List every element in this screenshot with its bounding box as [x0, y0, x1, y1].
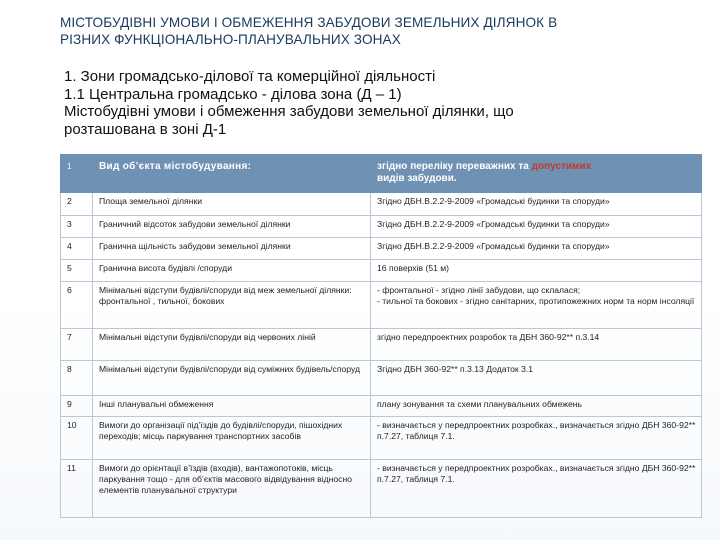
- heading-line: Містобудівні умови і обмеження забудови земельної ділянки, що: [64, 103, 514, 120]
- row-value: [371, 282, 702, 329]
- header-requirement-text: згідно переліку переважних та: [377, 161, 532, 172]
- title-line: МІСТОБУДІВНІ УМОВИ І ОБМЕЖЕННЯ ЗАБУДОВИ ЗЕМЕЛЬНИХ ДІЛЯНОК В: [60, 15, 558, 30]
- table-row: [61, 417, 702, 460]
- row-value-line: - фронтальної - згідно лінії забудови, що склалася;: [377, 285, 581, 295]
- row-num: 11: [61, 460, 93, 518]
- table-row: [61, 282, 702, 329]
- row-name: Гранична висота будівлі /споруди: [93, 260, 371, 282]
- row-name: Мінімальні відступи будівлі/споруди від суміжних будівель/споруд: [93, 361, 371, 396]
- row-name: Вимоги до орієнтації в’їздів (входів), вантажопотоків, місць паркування тощо - для об’єктів масового відвідування відносно елементів планувальної структури: [93, 460, 371, 518]
- slide-title: [60, 14, 700, 48]
- header-requirement-cell: [371, 155, 702, 193]
- row-num: 5: [61, 260, 93, 282]
- header-object-cell: Вид об’єкта містобудування:: [93, 155, 371, 193]
- row-num: 4: [61, 238, 93, 260]
- header-requirement-accent: допустимих: [531, 161, 592, 172]
- table-row: [61, 361, 702, 396]
- table-row: [61, 260, 702, 282]
- table-header-row: [61, 155, 702, 193]
- row-name: Площа земельної ділянки: [93, 193, 371, 216]
- row-value: - визначається у передпроектних розробках., визначається згідно ДБН 360-92** п.7.27, таблиця 7.1.: [371, 417, 702, 460]
- table-row: [61, 193, 702, 216]
- table-row: [61, 216, 702, 238]
- row-name: Мінімальні відступи будівлі/споруди від червоних ліній: [93, 329, 371, 361]
- row-value: 16 поверхів (51 м): [371, 260, 702, 282]
- row-num: 7: [61, 329, 93, 361]
- row-value: плану зонування та схеми планувальних обмежень: [371, 396, 702, 417]
- row-name: Гранична щільність забудови земельної ділянки: [93, 238, 371, 260]
- header-requirement-line2: видів забудови.: [377, 173, 457, 184]
- header-num-cell: 1: [61, 155, 93, 193]
- row-value: Згідно ДБН.В.2.2-9-2009 «Громадські будинки та споруди»: [371, 216, 702, 238]
- row-value: Згідно ДБН 360-92** п.3.13 Додаток 3.1: [371, 361, 702, 396]
- row-num: 2: [61, 193, 93, 216]
- heading-line: 1.1 Центральна громадсько - ділова зона (Д – 1): [64, 85, 402, 103]
- row-value: Згідно ДБН.В.2.2-9-2009 «Громадські будинки та споруди»: [371, 193, 702, 216]
- table-row: [61, 238, 702, 260]
- title-line: РІЗНИХ ФУНКЦІОНАЛЬНО-ПЛАНУВАЛЬНИХ ЗОНАХ: [60, 32, 401, 47]
- row-value: згідно передпроектних розробок та ДБН 360-92** п.3.14: [371, 329, 702, 361]
- row-num: 8: [61, 361, 93, 396]
- row-name: Мінімальні відступи будівлі/споруди від меж земельної ділянки: фронтальної , тильної, бокових: [93, 282, 371, 329]
- row-value: - визначається у передпроектних розробках., визначається згідно ДБН 360-92** п.7.27, таблиця 7.1.: [371, 460, 702, 518]
- row-num: 9: [61, 396, 93, 417]
- row-num: 6: [61, 282, 93, 329]
- row-name: Граничний відсоток забудови земельної ділянки: [93, 216, 371, 238]
- table-row: [61, 460, 702, 518]
- row-name: Вимоги до організації під’їздів до будівлі/споруди, пішохідних переходів; місць паркування транспортних засобів: [93, 417, 371, 460]
- heading-line: 1. Зони громадсько-ділової та комерційної діяльності: [64, 68, 436, 85]
- conditions-table: [60, 154, 702, 518]
- row-num: 3: [61, 216, 93, 238]
- table-row: [61, 329, 702, 361]
- heading-line: розташована в зоні Д-1: [64, 120, 227, 138]
- row-value: Згідно ДБН.В.2.2-9-2009 «Громадські будинки та споруди»: [371, 238, 702, 260]
- table-row: [61, 396, 702, 417]
- row-value-line: - тильної та бокових - згідно санітарних, протипожежних норм та норм інсоляції: [377, 296, 695, 306]
- zone-heading: [64, 68, 684, 138]
- row-name: Інші планувальні обмеження: [93, 396, 371, 417]
- row-num: 10: [61, 417, 93, 460]
